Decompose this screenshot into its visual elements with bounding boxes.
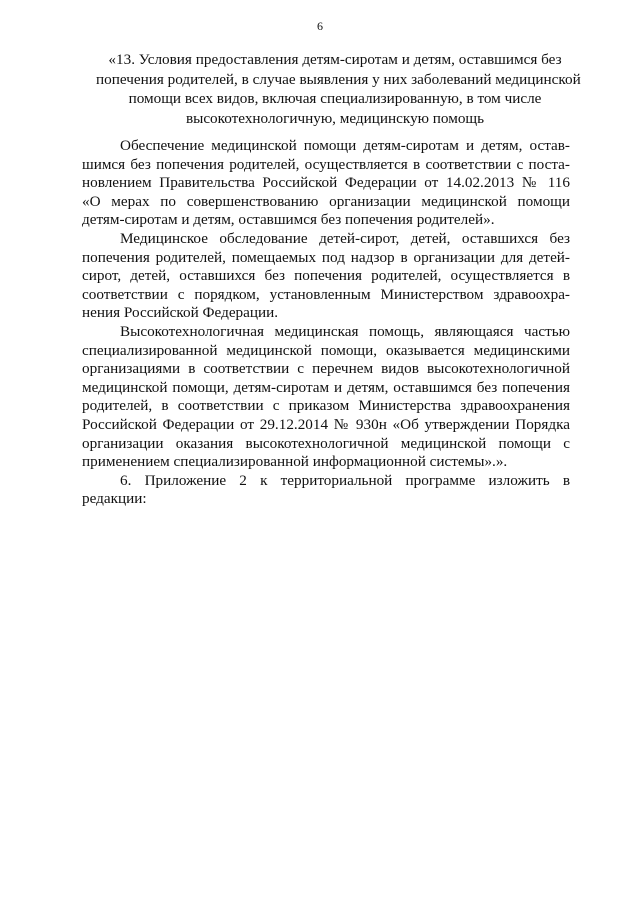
text-line: «О мерах по совершенствованию организации медицинской помощи	[82, 192, 570, 210]
section-heading	[96, 50, 581, 128]
paragraph-orphans-care	[82, 137, 570, 230]
text-line: новлением Правительства Российской Федерации от 14.02.2013 № 116	[82, 174, 570, 192]
heading-line: высокотехнологичную, медицинскую помощь	[185, 109, 485, 127]
text-line: 6. Приложение 2 к территориальной программе изложить в	[120, 471, 570, 489]
body-text	[82, 137, 570, 509]
text-line: родителей, в соответствии с приказом Министерства здравоохранения	[82, 397, 570, 415]
paragraph-high-tech-care	[82, 323, 570, 472]
heading-line: «13. Условия предоставления детям-сиротам и детям, оставшимся без	[108, 51, 562, 68]
text-line: Российской Федерации от 29.12.2014 № 930н «Об утверждении Порядка	[82, 415, 570, 433]
text-line: детям-сиротам и детям, оставшимся без попечения родителей».	[82, 211, 495, 229]
text-line: редакции:	[82, 490, 147, 508]
heading-line: помощи всех видов, включая специализированную, в том числе	[128, 90, 542, 107]
text-line: медицинской помощи, детям-сиротам и детям, оставшимся без попечения	[82, 378, 570, 396]
text-line: организациями в соответствии с перечнем видов высокотехнологичной	[82, 360, 570, 378]
text-line: сирот, детей, оставшихся без попечения родителей, осуществляется в	[82, 267, 570, 285]
heading-line: попечения родителей, в случае выявления у них заболеваний медицинской	[96, 70, 581, 88]
text-line: специализированной медицинской помощи, оказывается медицинскими	[82, 341, 570, 359]
paragraph-appendix-2	[82, 472, 570, 509]
page-number: 6	[317, 19, 323, 33]
text-line: нения Российской Федерации.	[82, 304, 279, 322]
text-line: применением специализированной информационной системы».».	[82, 453, 508, 471]
paragraph-medical-examination	[82, 230, 570, 323]
text-line: Медицинское обследование детей-сирот, детей, оставшихся без	[120, 229, 570, 247]
text-line: Обеспечение медицинской помощи детям-сиротам и детям, остав-	[120, 137, 570, 154]
text-line: Высокотехнологичная медицинская помощь, являющаяся частью	[120, 322, 570, 340]
text-line: организации оказания высокотехнологичной медицинской помощи с	[82, 434, 570, 452]
text-line: шимся без попечения родителей, осуществляется в соответствии с поста-	[82, 155, 570, 173]
text-line: попечения родителей, помещаемых под надзор в организации для детей-	[82, 248, 570, 266]
text-line: соответствии с порядком, установленным Министерством здравоохра-	[82, 285, 570, 303]
